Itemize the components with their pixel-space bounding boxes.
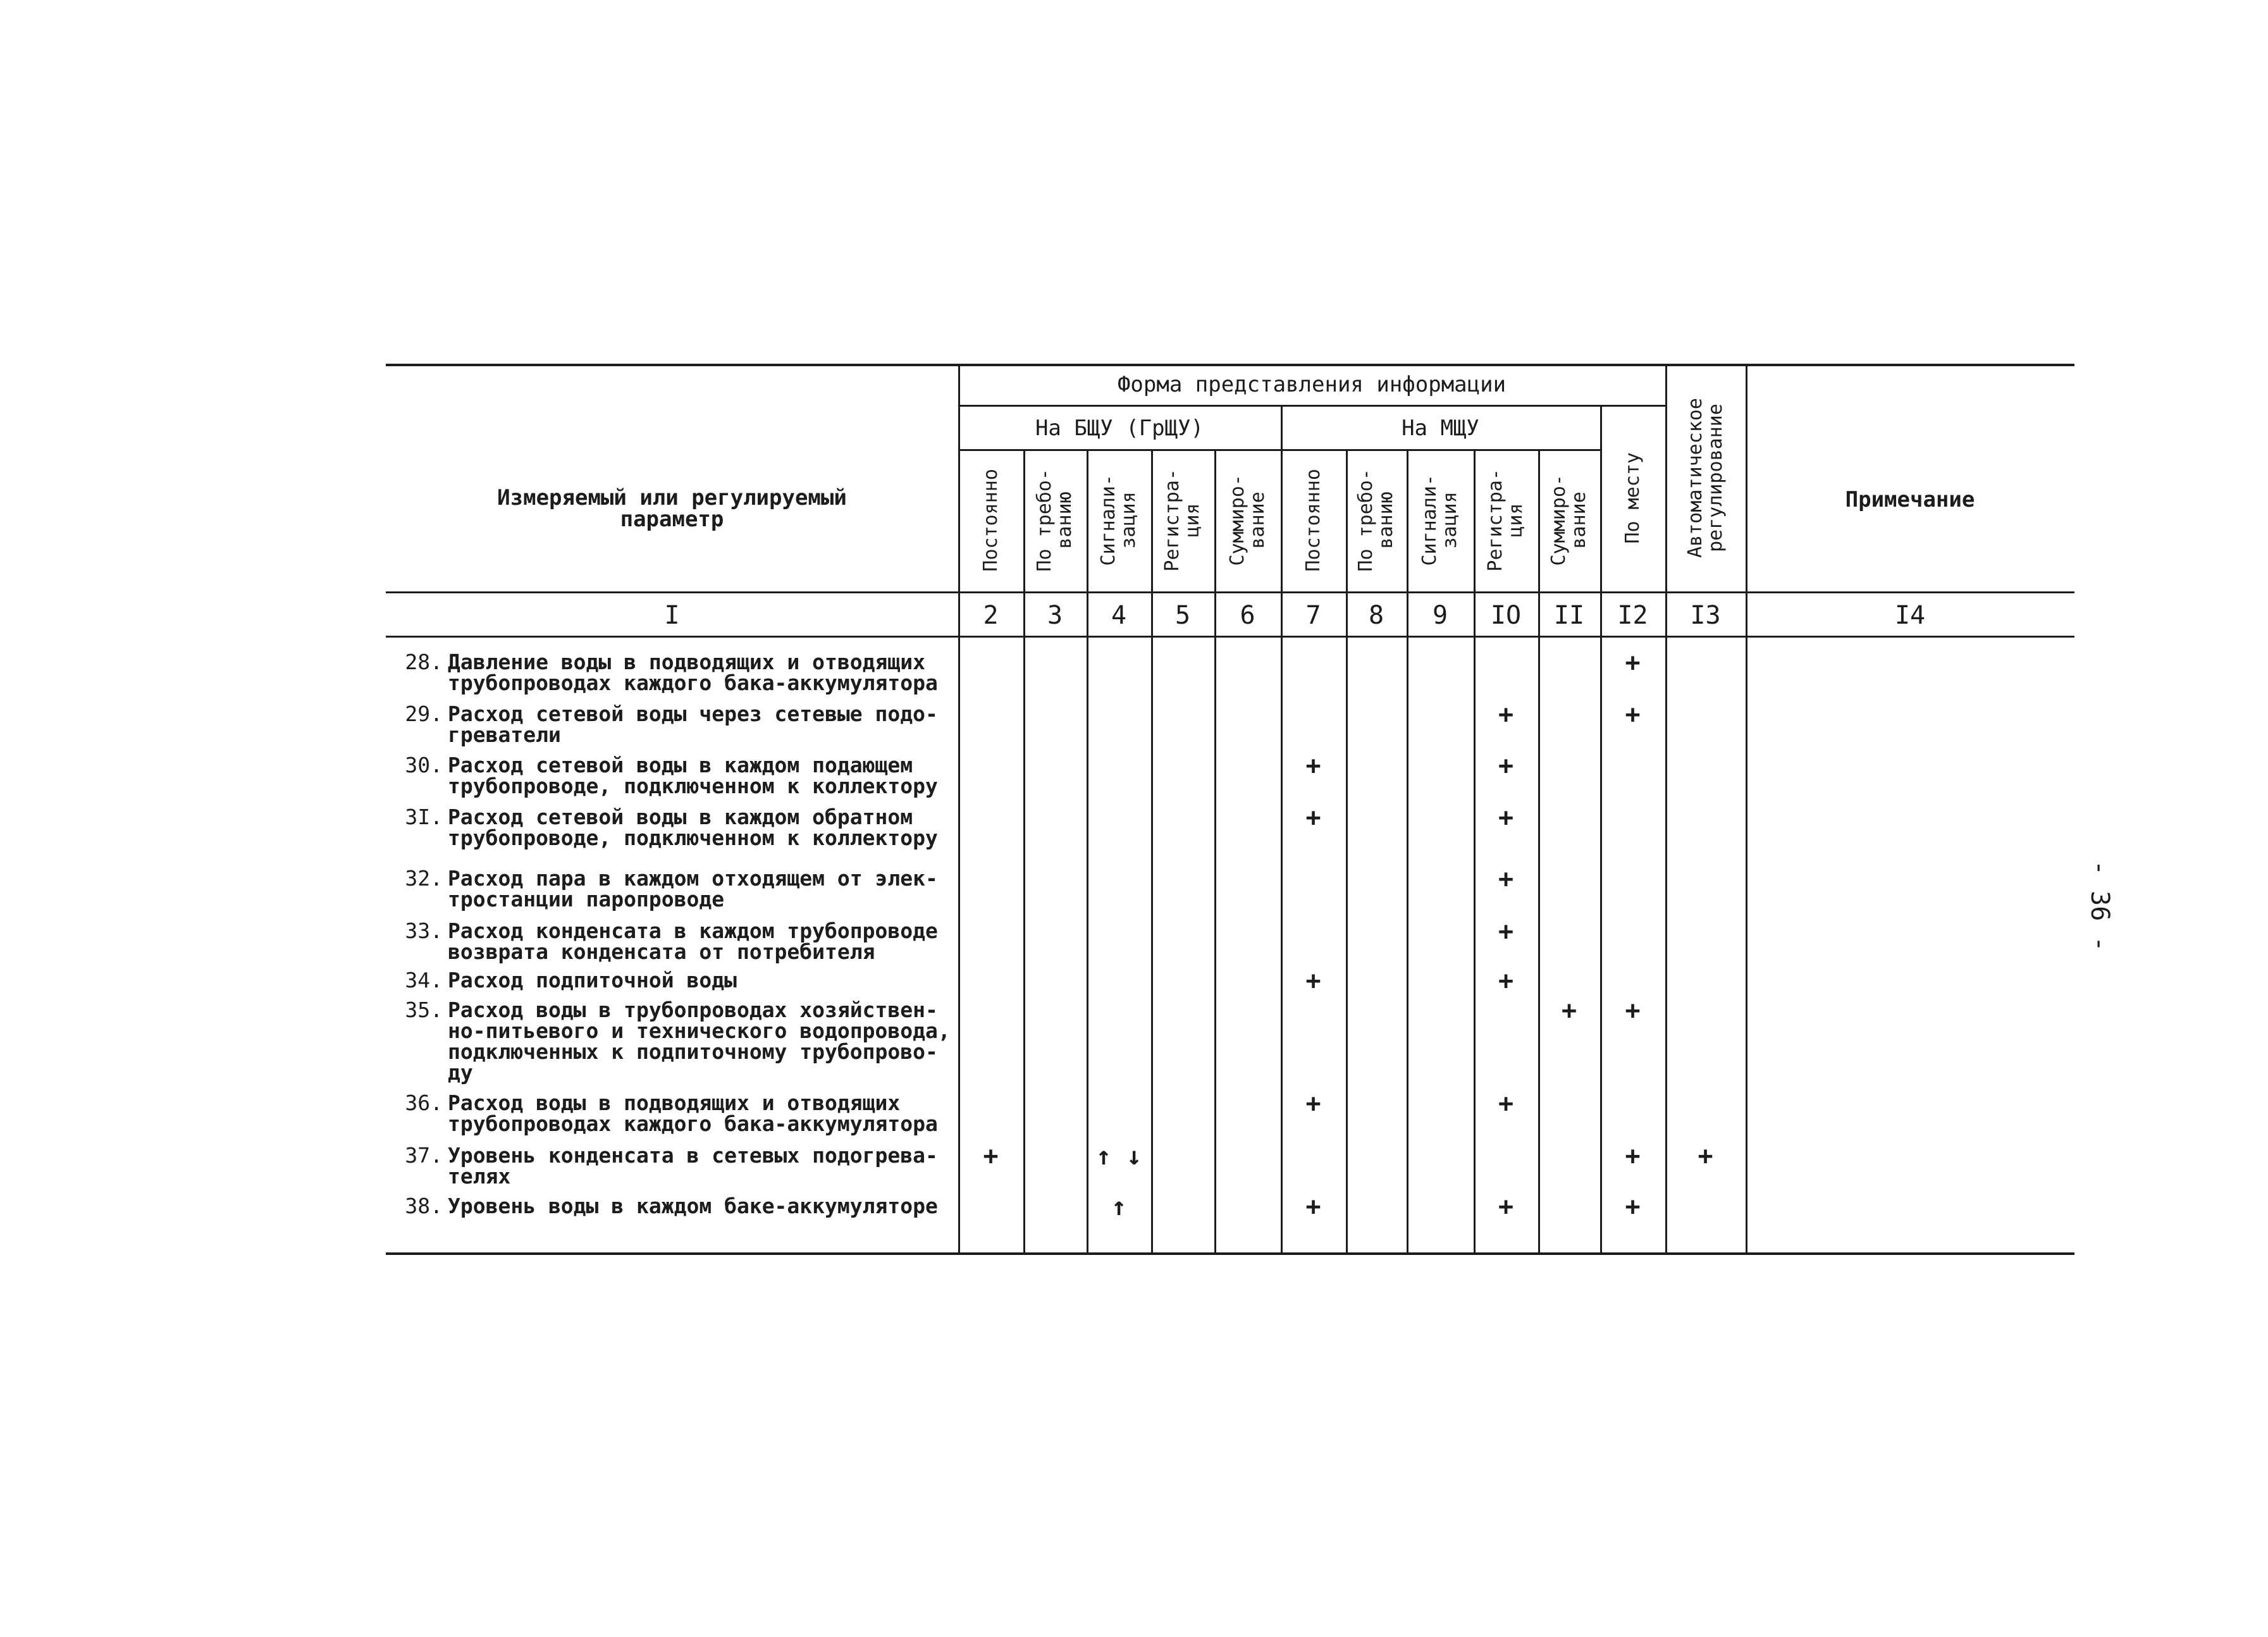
row-parameter-text: Расход сетевой воды через сетевые подо- греватели — [448, 701, 938, 747]
plus-mark: + — [1625, 1192, 1641, 1221]
numbers-bottom-rule — [386, 636, 2074, 638]
plus-mark: + — [1305, 1089, 1321, 1118]
row-number: 29. — [405, 701, 443, 726]
column-number: II — [1553, 601, 1585, 630]
table-row — [393, 806, 963, 848]
column-number: I3 — [1690, 601, 1721, 630]
row-parameter-text: Расход воды в трубопроводах хозяйствен- но-питьевого и технического водопровода, подключенных к подпиточному трубопрово- ду — [448, 998, 951, 1085]
table-row — [393, 868, 963, 910]
subcolumn-header-label: Сигнали- зация — [1097, 474, 1140, 566]
row-parameter-text: Расход подпиточной воды — [448, 968, 737, 992]
subcolumn-header-label: Постоянно — [979, 469, 1002, 572]
plus-mark: + — [1561, 996, 1577, 1025]
subgroup-rule — [958, 449, 1600, 451]
row-number: 30. — [405, 753, 443, 777]
plus-mark: + — [1498, 917, 1514, 946]
row-parameter-text: Расход пара в каждом отходящем от элек- тростанции паропроводе — [448, 866, 938, 911]
subcolumn-header — [1214, 455, 1281, 585]
row-number: 36. — [405, 1090, 443, 1115]
subcolumn-header-label: По требо- ванию — [1355, 469, 1397, 572]
subcolumn-header-label: Регистра- ция — [1484, 469, 1527, 572]
subcolumn-header-label: Суммиро- вание — [1226, 474, 1269, 566]
plus-mark: + — [1498, 1192, 1514, 1221]
row-parameter-text: Уровень конденсата в сетевых подогрева- телях — [448, 1143, 938, 1189]
row-number: 28. — [405, 650, 443, 674]
table-row — [393, 1195, 963, 1216]
subcolumn-header — [1538, 455, 1600, 585]
plus-mark: + — [1498, 700, 1514, 729]
plus-mark: + — [1305, 803, 1321, 832]
plus-mark: + — [1698, 1142, 1713, 1171]
subcolumn-header-label: Регистра- ция — [1161, 469, 1204, 572]
table-row — [393, 970, 963, 991]
row-parameter-text: Уровень воды в каждом баке-аккумуляторе — [448, 1194, 938, 1218]
plus-mark: + — [1305, 1192, 1321, 1221]
form-group-rule — [958, 405, 1665, 407]
subcolumn-header-label: Автоматическое регулирование — [1684, 397, 1727, 558]
table-bottom-rule — [386, 1252, 2074, 1255]
column-number: 6 — [1240, 601, 1255, 630]
header-bottom-rule — [386, 591, 2074, 593]
table-row — [393, 703, 963, 745]
subcolumn-header — [1474, 455, 1538, 585]
subcolumn-header — [958, 455, 1023, 585]
subcolumn-header — [1346, 455, 1407, 585]
table-row — [393, 920, 963, 962]
column-number: 2 — [983, 601, 999, 630]
column-number: I — [664, 601, 680, 630]
column-number: IO — [1490, 601, 1522, 630]
mshu-group-header: На МЩУ — [1402, 416, 1479, 441]
row-number: 32. — [405, 866, 443, 891]
table-top-rule — [386, 364, 2074, 366]
plus-mark: + — [1305, 751, 1321, 781]
plus-mark: + — [983, 1142, 999, 1171]
note-header: Примечание — [1845, 487, 1975, 512]
row-parameter-text: Расход воды в подводящих и отводящих трубопроводах каждого бака-аккумулятора — [448, 1090, 938, 1136]
plus-mark: + — [1498, 967, 1514, 996]
table-row — [393, 1092, 963, 1134]
subcolumn-header — [1665, 370, 1746, 585]
column-number: 3 — [1047, 601, 1063, 630]
subcolumn-header-label: Сигнали- зация — [1419, 474, 1461, 566]
subcolumn-header — [1151, 455, 1214, 585]
plus-mark: + — [1625, 700, 1641, 729]
plus-mark: + — [1498, 1089, 1514, 1118]
subcolumn-header — [1087, 455, 1151, 585]
row-number: 33. — [405, 918, 443, 943]
table-row — [393, 652, 963, 693]
column-number: I4 — [1894, 601, 1926, 630]
column-number: 9 — [1432, 601, 1448, 630]
row-number: 3I. — [405, 805, 443, 829]
document-table — [386, 364, 2074, 1262]
row-number: 38. — [405, 1194, 443, 1218]
row-parameter-text: Расход конденсата в каждом трубопроводе возврата конденсата от потребителя — [448, 918, 938, 964]
column-number: 5 — [1174, 601, 1191, 630]
table-row — [393, 755, 963, 796]
plus-mark: + — [1498, 751, 1514, 781]
row-parameter-text: Расход сетевой воды в каждом обратном трубопроводе, подключенном к коллектору — [448, 805, 938, 850]
column-number: 8 — [1368, 601, 1384, 630]
plus-mark: + — [1625, 996, 1641, 1025]
subcolumn-header-label: По требо- ванию — [1033, 469, 1076, 572]
plus-mark: + — [1498, 803, 1514, 832]
row-number: 37. — [405, 1143, 443, 1168]
column-number: I2 — [1617, 601, 1648, 630]
subcolumn-header-label: По месту — [1621, 452, 1644, 544]
row-parameter-text: Давление воды в подводящих и отводящих трубопроводах каждого бака-аккумулятора — [448, 650, 938, 695]
column-number: 7 — [1305, 601, 1321, 630]
subcolumn-header-label: Суммиро- вание — [1548, 474, 1590, 566]
row-parameter-text: Расход сетевой воды в каждом подающем трубопроводе, подключенном к коллектору — [448, 753, 938, 798]
row-number: 34. — [405, 968, 443, 992]
subcolumn-header — [1281, 455, 1346, 585]
subcolumn-header-label: Постоянно — [1302, 469, 1324, 572]
page-number: - 36 - — [2085, 860, 2114, 952]
bshu-group-header: На БЩУ (ГрЩУ) — [1035, 416, 1204, 441]
row-number: 35. — [405, 998, 443, 1022]
arrow-mark: ↑ ↓ — [1095, 1142, 1142, 1171]
arrow-mark: ↑ — [1111, 1192, 1127, 1221]
plus-mark: + — [1305, 967, 1321, 996]
subcolumn-header — [1023, 455, 1087, 585]
plus-mark: + — [1498, 865, 1514, 894]
table-row — [393, 999, 963, 1083]
plus-mark: + — [1625, 648, 1641, 677]
parameter-header: Измеряемый или регулируемый параметр — [497, 485, 847, 532]
subcolumn-header — [1600, 411, 1665, 585]
form-group-header: Форма представления информации — [1117, 372, 1507, 397]
column-number: 4 — [1111, 601, 1127, 630]
subcolumn-header — [1407, 455, 1474, 585]
table-row — [393, 1145, 963, 1187]
plus-mark: + — [1625, 1142, 1641, 1171]
